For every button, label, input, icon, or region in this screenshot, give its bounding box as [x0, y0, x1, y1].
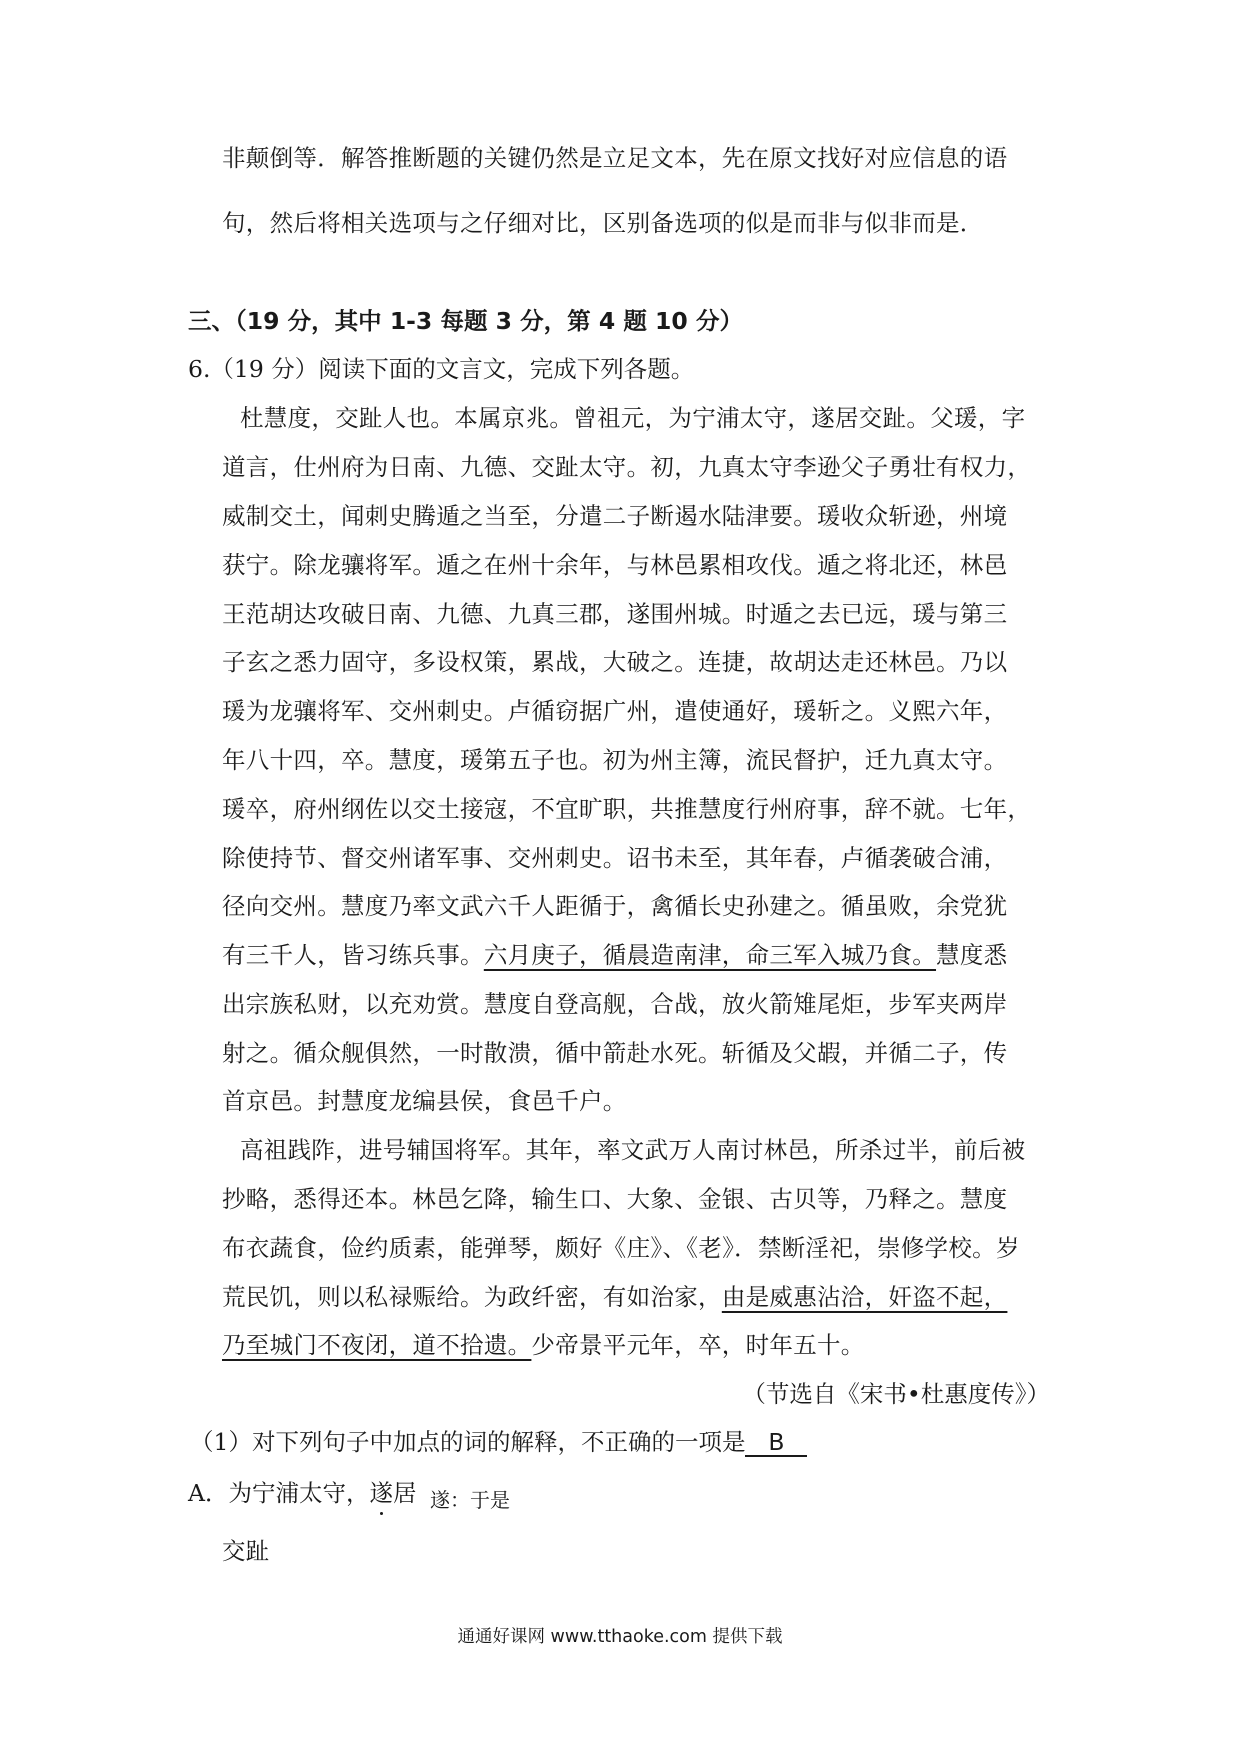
- passage-line: 抄略，悉得还本。林邑乞降，输生口、大象、金银、古贝等，乃释之。慧度: [222, 1185, 1008, 1213]
- underlined-sentence: 由是威惠沾洽，奸盗不起，: [721, 1283, 1008, 1311]
- page-footer: 通通好课网 www.tthaoke.com 提供下载: [457, 1627, 783, 1647]
- passage-source: （节选自《宋书•杜惠度传》）: [742, 1380, 1050, 1408]
- option-a: [188, 1477, 510, 1510]
- passage-line: 瑗为龙骧将军、交州刺史。卢循窃据广州，遣使通好，瑗斩之。义熙六年，: [222, 697, 1008, 725]
- passage-text: 荒民饥，则以私禄赈给。为政纤密，有如治家，: [222, 1283, 722, 1311]
- passage-text: 慧度悉: [936, 941, 1008, 969]
- passage-line: 布衣蔬食，俭约质素，能弹琴，颇好《庄》、《老》．禁断淫祀，崇修学校。岁: [222, 1234, 1020, 1262]
- passage-line: 射之。循众舰俱然，一时散溃，循中箭赴水死。斩循及父嘏，并循二子，传: [222, 1039, 1008, 1067]
- passage-text: 少帝景平元年，卒，时年五十。: [531, 1331, 865, 1359]
- underlined-sentence: 乃至城门不夜闭，道不拾遗。: [222, 1331, 532, 1359]
- option-text: 居: [392, 1479, 417, 1507]
- passage-line: 首京邑。封慧度龙编县侯，食邑千户。: [222, 1087, 627, 1115]
- passage-line: 年八十四，卒。慧度，瑗第五子也。初为州主簿，流民督护，迁九真太守。: [222, 746, 1008, 774]
- passage-text: 有三千人，皆习练兵事。: [222, 941, 484, 969]
- underlined-sentence: 六月庚子，循晨造南津，命三军入城乃食。: [483, 941, 937, 969]
- option-a-continuation: 交趾: [222, 1537, 270, 1565]
- passage-line: [222, 1329, 865, 1361]
- dotted-word: 遂: [369, 1479, 393, 1507]
- passage-line: 获宁。除龙骧将军。遁之在州十余年，与林邑累相攻伐。遁之将北还，林邑: [222, 551, 1008, 579]
- passage-line: 杜慧度，交趾人也。本属京兆。曾祖元，为宁浦太守，遂居交趾。父瑗，字: [240, 404, 1026, 432]
- option-text: 为宁浦太守，: [228, 1479, 370, 1507]
- section-heading: 三、（19 分，其中 1-3 每题 3 分，第 4 题 10 分）: [188, 307, 743, 335]
- passage-line: 径向交州。慧度乃率文武六千人距循于，禽循长史孙建之。循虽败，余党犹: [222, 892, 1008, 920]
- gloss-def: ：于是: [449, 1488, 510, 1512]
- passage-line: 子玄之悉力固守，多设权策，累战，大破之。连捷，故胡达走还林邑。乃以: [222, 648, 1008, 676]
- question-stem: 6.（19 分）阅读下面的文言文，完成下列各题。: [188, 355, 695, 383]
- passage-line: [222, 939, 1007, 971]
- gloss: [430, 1483, 510, 1516]
- sub-question-1: [190, 1426, 807, 1458]
- intro-line-2: 句，然后将相关选项与之仔细对比，区别备选项的似是而非与似非而是．: [222, 209, 984, 237]
- answer-blank: B: [745, 1429, 807, 1457]
- passage-line: 高祖践阼，进号辅国将军。其年，率文武万人南讨林邑，所杀过半，前后被: [240, 1136, 1026, 1164]
- sub-question-text: （1）对下列句子中加点的词的解释，不正确的一项是: [190, 1428, 746, 1456]
- gloss-term: 遂: [429, 1488, 450, 1512]
- passage-line: 道言，仕州府为日南、九德、交趾太守。初，九真太守李逊父子勇壮有权力，: [222, 453, 1032, 481]
- passage-line: 王范胡达攻破日南、九德、九真三郡，遂围州城。时遁之去已远，瑗与第三: [222, 600, 1008, 628]
- passage-line: 出宗族私财，以充劝赏。慧度自登高舰，合战，放火箭雉尾炬，步军夹两岸: [222, 990, 1008, 1018]
- option-label: A．: [188, 1479, 229, 1507]
- passage-line: 瑗卒，府州纲佐以交土接寇，不宜旷职，共推慧度行州府事，辞不就。七年，: [222, 795, 1032, 823]
- passage-line: 威制交土，闻刺史腾遁之当至，分遣二子断遏水陆津要。瑗收众斩逊，州境: [222, 502, 1008, 530]
- passage-line: [222, 1281, 1007, 1313]
- passage-line: 除使持节、督交州诸军事、交州刺史。诏书未至，其年春，卢循袭破合浦，: [222, 844, 1008, 872]
- intro-line-1: 非颠倒等．解答推断题的关键仍然是立足文本，先在原文找好对应信息的语: [222, 144, 1008, 172]
